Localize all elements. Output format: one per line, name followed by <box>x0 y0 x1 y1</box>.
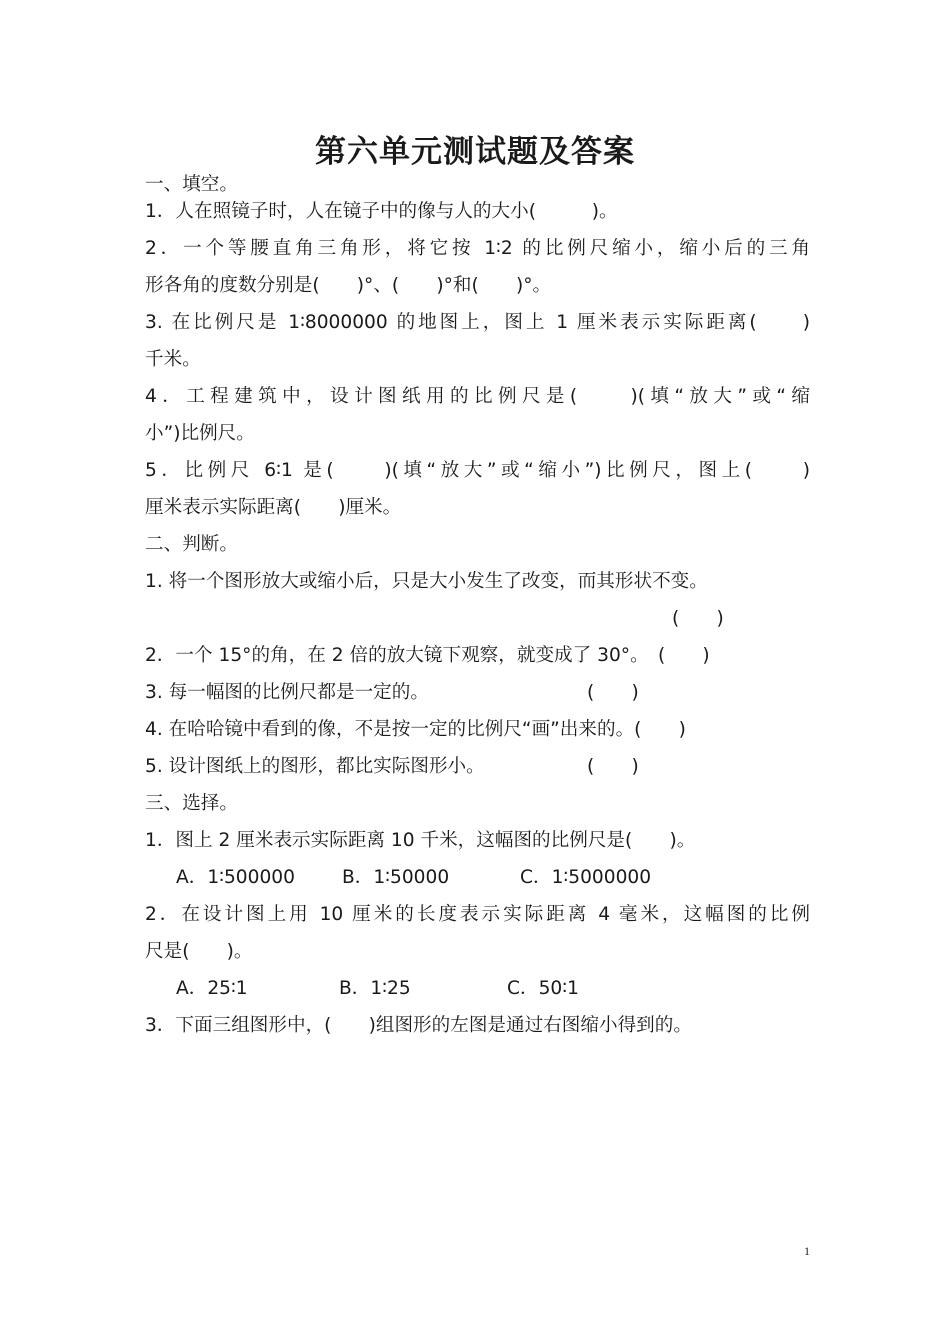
page-number: 1 <box>804 1244 810 1258</box>
fill-question-4-line-1: 4．工程建筑中，设计图纸用的比例尺是( )(填“放大”或“缩 <box>145 386 810 407</box>
fill-question-1: 1．人在照镜子时，人在镜子中的像与人的大小( )。 <box>145 201 618 222</box>
fill-question-2-line-1: 2．一个等腰直角三角形，将它按 1∶2 的比例尺缩小，缩小后的三角 <box>145 238 810 259</box>
section-heading-judge: 二、判断。 <box>145 534 238 555</box>
judge-question-2: 2．一个 15°的角，在 2 倍的放大镜下观察，就变成了 30°。 ( ) <box>145 645 710 666</box>
choice-question-1-options <box>176 865 841 891</box>
choice-1-option-b: B．1∶50000 <box>342 867 450 888</box>
section-heading-choice: 三、选择。 <box>145 793 238 814</box>
judge-question-1: 1. 将一个图形放大或缩小后，只是大小发生了改变，而其形状不变。 <box>145 571 708 592</box>
fill-question-2-line-2: 形各角的度数分别是( )°、( )°和( )°。 <box>145 275 552 296</box>
choice-2-option-b: B．1∶25 <box>339 978 411 999</box>
fill-question-4-line-2: 小”)比例尺。 <box>145 423 255 444</box>
choice-question-2-line-2: 尺是( )。 <box>145 941 253 962</box>
choice-question-2-options <box>176 976 841 1002</box>
page-title: 第六单元测试题及答案 <box>315 134 635 170</box>
choice-1-option-c: C．1∶5000000 <box>520 867 652 888</box>
fill-question-5-line-2: 厘米表示实际距离( )厘米。 <box>145 497 402 518</box>
judge-question-4: 4. 在哈哈镜中看到的像，不是按一定的比例尺“画”出来的。( ) <box>145 719 686 740</box>
judge-question-3: 3. 每一幅图的比例尺都是一定的。 ( ) <box>145 682 639 703</box>
fill-question-3-line-2: 千米。 <box>145 349 201 370</box>
fill-question-5-line-1: 5．比例尺 6∶1 是( )(填“放大”或“缩小”)比例尺，图上( ) <box>145 460 810 481</box>
fill-question-3-line-1: 3. 在比例尺是 1∶8000000 的地图上，图上 1 厘米表示实际距离( ) <box>145 312 810 333</box>
section-heading-fill: 一、填空。 <box>145 174 238 195</box>
judge-question-5: 5. 设计图纸上的图形，都比实际图形小。 ( ) <box>145 756 639 777</box>
judge-question-1-answer-brackets: ( ) <box>672 608 724 629</box>
choice-1-option-a: A．1∶500000 <box>176 867 295 888</box>
choice-2-option-a: A．25∶1 <box>176 978 248 999</box>
choice-question-1: 1．图上 2 厘米表示实际距离 10 千米，这幅图的比例尺是( )。 <box>145 830 696 851</box>
choice-question-2-line-1: 2．在设计图上用 10 厘米的长度表示实际距离 4 毫米，这幅图的比例 <box>145 904 810 925</box>
choice-2-option-c: C．50∶1 <box>507 978 579 999</box>
choice-question-3: 3．下面三组图形中，( )组图形的左图是通过右图缩小得到的。 <box>145 1015 692 1036</box>
